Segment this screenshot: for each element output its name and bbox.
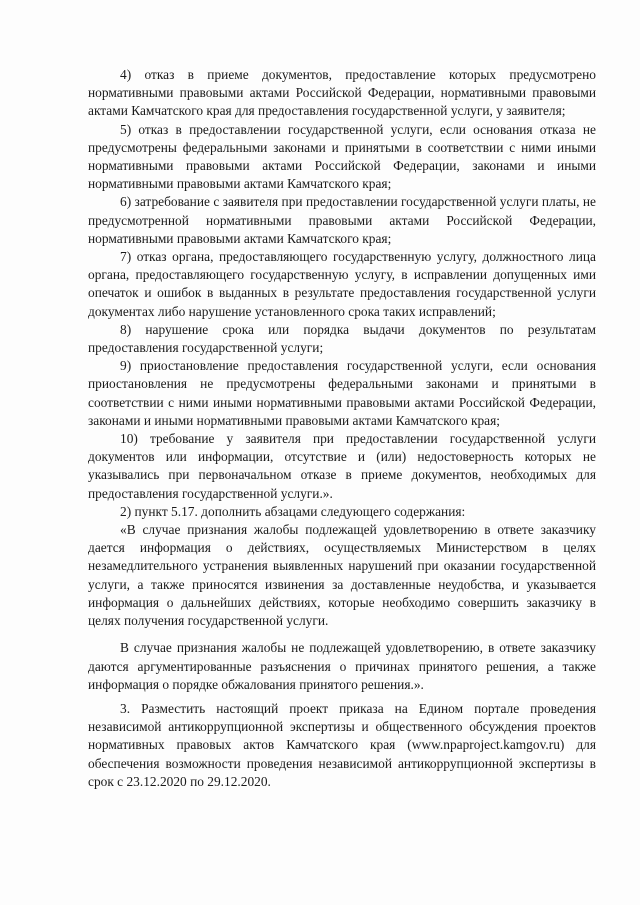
paragraph-quote-not-satisfied: В случае признания жалобы не подлежащей удовлетворению, в ответе заказчику даются аргументированные разъяснения о причинах принятого решения, а также информация о порядке обжалования принятого решения.». [88, 640, 596, 692]
paragraph-item-10: 10) требование у заявителя при предоставлении государственной услуги документов или информации, отсутствие и (или) недостоверность которых не указывались при первоначальном отказе в приеме документов, необходимых для предоставления государственной услуги.». [88, 431, 596, 501]
paragraph-item-9: 9) приостановление предоставления государственной услуги, если основания приостановления не предусмотрены федеральными законами и принятыми в соответствии с ними иными нормативными правовыми актами Российской Федерации, законами и иными нормативными правовыми актами Камчатского края; [88, 358, 596, 428]
paragraph-quote-satisfied: «В случае признания жалобы подлежащей удовлетворению в ответе заказчику дается информация о действиях, осуществляемых Министерством в целях незамедлительного устранения выявленных нарушений при оказании государственной услуги, а также приносятся извинения за доставленные неудобства, и указывается информация о дальнейших действиях, которые необходимо совершить заказчику в целях получения государственной услуги. [88, 522, 596, 629]
paragraph-item-7: 7) отказ органа, предоставляющего государственную услугу, должностного лица органа, предоставляющего государственную услугу, в исправлении допущенных ими опечаток и ошибок в выданных в результате предоставления государственной услуги документах либо нарушение установленного срока таких исправлений; [88, 249, 596, 319]
paragraph-point-3: 3. Разместить настоящий проект приказа на Едином портале проведения независимой антикоррупционной экспертизы и общественного обсуждения проектов нормативных правовых актов Камчатского края (www.npaproject.kamgov.ru) для обеспечения возможности проведения независимой антикоррупционной экспертизы в срок с 23.12.2020 по 29.12.2020. [88, 700, 596, 789]
paragraph-item-4: 4) отказ в приеме документов, предоставление которых предусмотрено нормативными правовыми актами Российской Федерации, нормативными правовыми актами Камчатского края для предоставления государственной услуги, у заявителя; [88, 67, 596, 119]
paragraph-point-2: 2) пункт 5.17. дополнить абзацами следующего содержания: [120, 503, 466, 519]
paragraph-item-8: 8) нарушение срока или порядка выдачи документов по результатам предоставления государственной услуги; [88, 321, 596, 356]
document-body [88, 66, 596, 791]
paragraph-item-6: 6) затребование с заявителя при предоставлении государственной услуги платы, не предусмотренной нормативными правовыми актами Российской Федерации, нормативными правовыми актами Камчатского края; [88, 194, 596, 246]
paragraph-item-5: 5) отказ в предоставлении государственной услуги, если основания отказа не предусмотрены федеральными законами и принятыми в соответствии с ними иными нормативными правовыми актами Российской Федерации, законами и иными нормативными правовыми актами Камчатского края; [88, 121, 596, 192]
